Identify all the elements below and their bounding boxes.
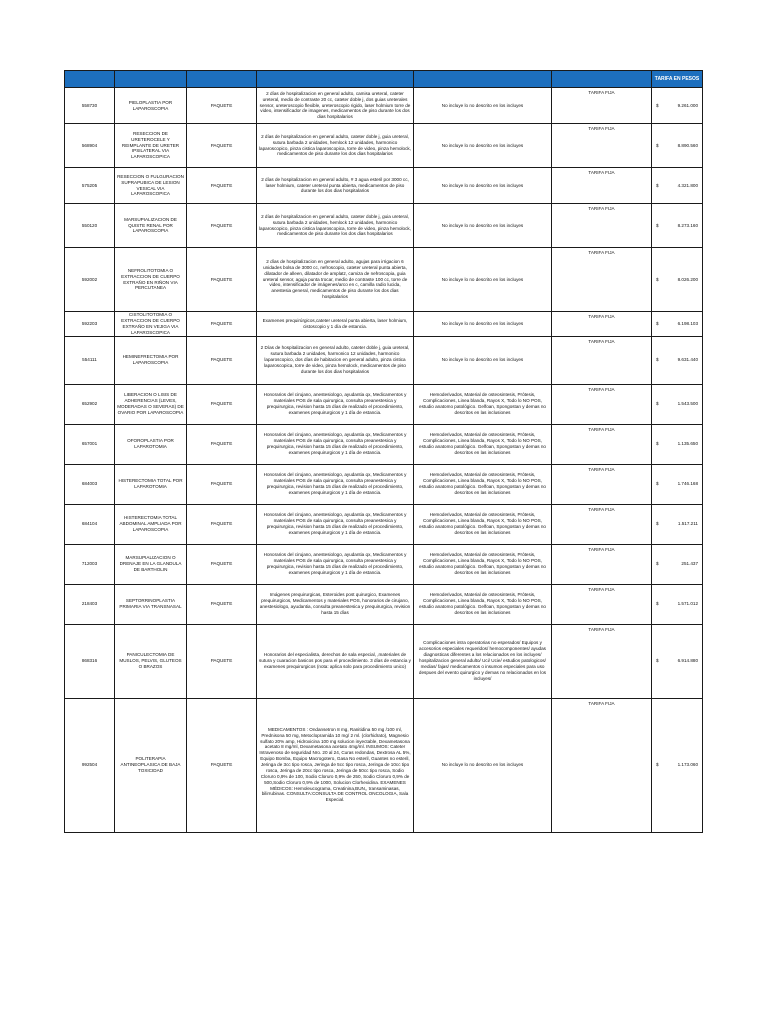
table-row: [65, 384, 703, 424]
amount-value: 1.571.012: [677, 601, 698, 607]
procedure-type: PAQUETE: [187, 88, 257, 124]
amount-cell: [652, 464, 703, 504]
amount-value: 1.135.650: [677, 441, 698, 447]
amount-cell: [652, 248, 703, 312]
amount-cell: [652, 624, 703, 698]
excludes-text: Hemoderivados, Material de osteosintesis, Prótesis, Complicaciones, Linea blanda, Rayos X, Todo lo NO POS, estudio anatomo patológico. Gelfoan, Spongostan y demas no descritos en las inclusiones: [414, 384, 552, 424]
currency-symbol: $: [656, 762, 659, 768]
procedure-name: SEPTORRINOPLASTIA PRIMARIA VIA TRANSNASAL: [115, 584, 187, 624]
procedure-code: 684003: [65, 464, 115, 504]
procedure-name: NEFROLITOTOMIA O EXTRACCION DE CUERPO EXTRAÑO EN RIÑON VIA PERCUTANEA: [115, 248, 187, 312]
amount-value: 251.437: [681, 561, 698, 567]
excludes-text: No incluye lo no descrito en los incluyes: [414, 248, 552, 312]
tariff-label: TARIFA FIJA: [552, 336, 652, 384]
table-row: [65, 698, 703, 832]
includes-text: Honorarios del cirujano, anestesiologo, ayudantia qx, Medicamentos y materiales POS de sala quirurgica, consulta preanestesica y prequirurgica, revision hasta 15 días de realizado el procedimiento, examenes prequirurgicos y 1 día de estancia.: [257, 424, 414, 464]
procedure-code: 652902: [65, 384, 115, 424]
amount-value: 6.914.880: [677, 658, 698, 664]
procedure-code: 657001: [65, 424, 115, 464]
currency-symbol: $: [656, 561, 659, 567]
procedure-name: PIELOPLASTIA POR LAPAROSCOPIA: [115, 88, 187, 124]
includes-text: Honorarios del cirujano, anestesiologo, ayudantia qx, Medicamentos y materiales POS de sala quirurgica, consulta preanestesica y prequirurgica, revision hasta 15 días de realizado el procedimiento, examenes prequirurgicos y 1 día de estancia.: [257, 544, 414, 584]
procedure-code: 868316: [65, 624, 115, 698]
procedure-code: 568904: [65, 124, 115, 168]
currency-symbol: $: [656, 102, 659, 108]
procedure-type: PAQUETE: [187, 124, 257, 168]
includes-text: 2 días de hospitalizacion en general adulto, camisa ureteral, cateter ureteral, medio de contraste 20 cc, cateter doble j, dos guias ureterales sensor, ureteroscopio flexible, ureteroscopio rigido, laser holmium torre de video, intensificador de imagenes, medicamentos de piso durante los dos dias hospitalarios: [257, 88, 414, 124]
header-type: [187, 71, 257, 88]
excludes-text: No incluye lo no descrito en los incluyes: [414, 168, 552, 204]
includes-text: Examenes prequirúrgicos,cateter ureteral punta abierta, laser holmium, cistoscopio y 1 día de estancia.: [257, 312, 414, 337]
excludes-text: Hemoderivados, Material de osteosintesis, Prótesis, Complicaciones, Linea blanda, Rayos X, Todo lo NO POS, estudio anatomo patológico. Gelfoan, Spongostan y demas no descritos en las inclusiones: [414, 504, 552, 544]
tariff-label: TARIFA FIJA: [552, 88, 652, 124]
tariff-label: TARIFA FIJA: [552, 312, 652, 337]
excludes-text: No incluye lo no descrito en los incluyes: [414, 698, 552, 832]
amount-cell: [652, 336, 703, 384]
table-row: [65, 584, 703, 624]
table-row: [65, 544, 703, 584]
procedure-name: CISTOLITOTOMIA O EXTRACCION DE CUERPO EXTRAÑO EN VEJIGA VIA LAPAROSCOPICA: [115, 312, 187, 337]
procedure-type: PAQUETE: [187, 204, 257, 248]
procedure-type: PAQUETE: [187, 384, 257, 424]
currency-symbol: $: [656, 222, 659, 228]
currency-symbol: $: [656, 276, 659, 282]
amount-cell: [652, 584, 703, 624]
currency-symbol: $: [656, 601, 659, 607]
tariff-label: TARIFA FIJA: [552, 584, 652, 624]
procedure-code: 218403: [65, 584, 115, 624]
amount-cell: [652, 312, 703, 337]
procedure-type: PAQUETE: [187, 336, 257, 384]
currency-symbol: $: [656, 658, 659, 664]
currency-symbol: $: [656, 320, 659, 326]
amount-value: 1.517.211: [677, 521, 698, 527]
amount-value: 1.746.168: [677, 481, 698, 487]
procedure-name: MARSUPIALIZACION O DRENAJE EN LA GLANDULA DE BARTHOLIN: [115, 544, 187, 584]
procedure-type: PAQUETE: [187, 544, 257, 584]
amount-value: 1.543.500: [677, 401, 698, 407]
includes-text: 2 Días de hospitalizacion en general adulto, cateter doble j, guia ureteral, sutura barbada 2 unidades, harmonico 12 unidades, harmonico laparoscopico, dos días de habitacion en general adulto, pinza cistica laparoscopica, torre de video, pinza hemolock, medicamentos de piso durante los dos dias hospitalarios: [257, 336, 414, 384]
header-excludes: [414, 71, 552, 88]
excludes-text: No incluye lo no descrito en los incluyes: [414, 88, 552, 124]
procedure-type: PAQUETE: [187, 424, 257, 464]
excludes-text: No incluye lo no descrito en los incluyes: [414, 124, 552, 168]
amount-value: 8.890.560: [677, 142, 698, 148]
amount-cell: [652, 168, 703, 204]
procedure-type: PAQUETE: [187, 584, 257, 624]
tariff-label: TARIFA FIJA: [552, 504, 652, 544]
amount-value: 4.321.800: [677, 182, 698, 188]
procedure-name: MARSUPIALIZACION DE QUISTE RENAL POR LAPAROSCOPIA: [115, 204, 187, 248]
currency-symbol: $: [656, 521, 659, 527]
header-amount: TARIFA EN PESOS: [652, 71, 703, 88]
amount-cell: [652, 504, 703, 544]
tariff-table: [64, 70, 703, 833]
currency-symbol: $: [656, 357, 659, 363]
amount-value: 8.026.200: [677, 276, 698, 282]
amount-cell: [652, 88, 703, 124]
header-code: [65, 71, 115, 88]
amount-value: 8.273.160: [677, 222, 698, 228]
procedure-name: HISTERECTOMIA TOTAL ABDOMINAL AMPLIADA POR LAPAROSCOPIA: [115, 504, 187, 544]
header-row: [65, 71, 703, 88]
procedure-name: HISTERECTOMIA TOTAL POR LAPAROTOMIA: [115, 464, 187, 504]
procedure-code: 592203: [65, 312, 115, 337]
procedure-type: PAQUETE: [187, 504, 257, 544]
amount-value: 9.631.440: [677, 357, 698, 363]
procedure-name: RESECCION O FULGURACION SUPRAPUBICA DE LESION VESICAL VIA LAPAROSCOPICA: [115, 168, 187, 204]
procedure-type: PAQUETE: [187, 168, 257, 204]
procedure-type: PAQUETE: [187, 248, 257, 312]
currency-symbol: $: [656, 142, 659, 148]
table-row: [65, 624, 703, 698]
table-row: [65, 248, 703, 312]
amount-value: 1.173.060: [677, 762, 698, 768]
tariff-label: TARIFA FIJA: [552, 168, 652, 204]
amount-cell: [652, 698, 703, 832]
amount-value: 6.198.103: [677, 320, 698, 326]
excludes-text: No incluye lo no descrito en los incluyes: [414, 312, 552, 337]
procedure-code: 712003: [65, 544, 115, 584]
table-row: [65, 312, 703, 337]
procedure-name: HEMINEFRECTOMIA POR LAPAROSCOPIA: [115, 336, 187, 384]
procedure-code: 550120: [65, 204, 115, 248]
procedure-code: 992504: [65, 698, 115, 832]
includes-text: Honorarios del cirujano, anestesiologo, ayudantia qx, Medicamentos y materiales POS de sala quirurgica, consulta preanestesica y prequirurgica, revision hasta 15 días de realizado el procedimiento, examenes prequirurgicos y 1 día de estancia.: [257, 384, 414, 424]
includes-text: Imágenes prequirurgicas, Esteroides post quirurgico, Examenes prequirurgicos, Medicamentos y materiales POS, honorarios de cirujano, anestesiologo, ayudantia, consulta preanestesica y prequirurgica, revision hasta 15 días: [257, 584, 414, 624]
currency-symbol: $: [656, 441, 659, 447]
tariff-label: TARIFA FIJA: [552, 464, 652, 504]
table-row: [65, 464, 703, 504]
tariff-label: TARIFA FIJA: [552, 624, 652, 698]
tariff-label: TARIFA FIJA: [552, 124, 652, 168]
procedure-type: PAQUETE: [187, 698, 257, 832]
procedure-name: OFOROPLASTIA POR LAPAROTOMIA: [115, 424, 187, 464]
includes-text: 2 días de hospitalizacion en general adulto, cateter doble j, guia ureteral, sutura barbada 2 unidades, hemlock 12 unidades, harmonico laparoscopico, pinza cistica laparoscopica, torre de video, pinza hemolock, medicamentos de piso durante los dos dias hospitalarios: [257, 204, 414, 248]
header-tariff: [552, 71, 652, 88]
currency-symbol: $: [656, 182, 659, 188]
table-row: [65, 336, 703, 384]
procedure-type: PAQUETE: [187, 312, 257, 337]
includes-text: 2 días de hospitalizacion en general adulto, # 3 agua esteril por 3000 cc, laser holmium, cateter ureteral punta abierta, medicamentos de piso durante los dos dias hospitalarios: [257, 168, 414, 204]
tariff-label: TARIFA FIJA: [552, 424, 652, 464]
table-row: [65, 204, 703, 248]
includes-text: 2 días de hospitalizacion en general adulto, agujas para irrigacion 6 unidades bolsa de 3000 cc, nefroscopio, cateter ureteral punta abierta, dilatador de alleen, dilatador de amplatz, camiza de nefroscopia, guia ureteral sensor, aguja punta trocar, medio de contraste 100 cc, torre de video, intensificador de imágenes/arco en c, camilla radio lucida, anestesia general, medicamentos de piso durante los dos dias hospitalarios: [257, 248, 414, 312]
tariff-label: TARIFA FIJA: [552, 204, 652, 248]
excludes-text: No incluye lo no descrito en los incluyes: [414, 204, 552, 248]
procedure-name: PANICULECTOMIA DE MUSLOS, PELVIS, GLUTEOS O BRAZOS: [115, 624, 187, 698]
table-row: [65, 168, 703, 204]
procedure-name: POLITERAPIA ANTINEOPLASICA DE BAJA TOXICIDAD: [115, 698, 187, 832]
tariff-label: TARIFA FIJA: [552, 248, 652, 312]
includes-text: MEDICAMENTOS : Ondansetron 8 mg, Ranitidina 50 mg /100 ml, Prednisona 50 mg, Metoclopramida 10 mg/ 2 ml. (clorhidrato), Magnesio sulfato 20% amp, Hidroxicina 100 mg solucion inyectable, Dexametasona acetato 8 mg/ml, Dexametasona acetato 4mg/ml. INSUMOS: Cateter Intravenoso de seguridad Nro. 20 al 24, Curas redondas, Dextrosa AL 5%, Equipo Bomba, Equipo Macrogotero, Gasa No esteril, Guantes no esteril, Jeringa de 3cc tipo rosca, Jeringa de 5cc tipo rosca, Jeringa de 10cc tipo rosca, Jeringa de 20cc tipo rosca, Jeringa de 50cc tipo rosca, Sodio Cloruro 0,9% de 100, Sodio Cloruro 0,9% de 250, Sodio Cloruro 0,9% de 500,Sodio Cloruro 0,9% de 1000, Solucion Clorhexidina. EXAMENES MÉDICOS: Hemoleucograma, Creatinina,BUN,, transaminasas, bilirrubinas. CONSULTA:CONSULTA DE CONTROL ONCOLOGIA, Sala Especial.: [257, 698, 414, 832]
table-row: [65, 504, 703, 544]
procedure-code: 592002: [65, 248, 115, 312]
amount-value: 9.261.000: [677, 102, 698, 108]
tariff-label: TARIFA FIJA: [552, 544, 652, 584]
excludes-text: Hemoderivados, Material de osteosintesis, Prótesis, Complicaciones, Linea blanda, Rayos X, Todo lo NO POS, estudio anatomo patológico. Gelfoan, Spongostan y demas no descritos en las inclusiones: [414, 544, 552, 584]
excludes-text: No incluye lo no descrito en los incluyes: [414, 336, 552, 384]
table-row: [65, 424, 703, 464]
excludes-text: Hemoderivados, Material de osteosintesis, Prótesis, Complicaciones, Linea blanda, Rayos X, Todo lo NO POS, estudio anatomo patológico. Gelfoan, Spongostan y demas no descritos en las inclusiones: [414, 464, 552, 504]
header-includes: [257, 71, 414, 88]
procedure-type: PAQUETE: [187, 624, 257, 698]
includes-text: Honorarios del especialista, derechos de sala especial, ,materiales de sutura y cuaracion basicos pos para el procedimiento. 3 días de estancia y examenes prequirurgicos (nota: aplica solo para procedimiento unico): [257, 624, 414, 698]
currency-symbol: $: [656, 401, 659, 407]
tariff-label: TARIFA FIJA: [552, 698, 652, 832]
procedure-code: 575205: [65, 168, 115, 204]
procedure-type: PAQUETE: [187, 464, 257, 504]
amount-cell: [652, 124, 703, 168]
header-procedure: [115, 71, 187, 88]
currency-symbol: $: [656, 481, 659, 487]
table-row: [65, 124, 703, 168]
excludes-text: Complicaciones intra operatorias no esperados/ Equipos y accesorios especiales requeridos/ hemocomponentes/ ayudas diagnosticas diferentes a los relacionados en los incluyes/ hospitalizacion general adulto/ Uci/ Ucie/ estudios patologicos/ medias/ fajas/ medicamentos o insumos especiales para uso despues del evento quirurgico y demas no relacionados en los incluyes/: [414, 624, 552, 698]
table-row: [65, 88, 703, 124]
procedure-code: 684104: [65, 504, 115, 544]
excludes-text: Hemoderivados, Material de osteosintesis, Prótesis, Complicaciones, Linea blanda, Rayos X, Todo lo NO POS, estudio anatomo patológico. Gelfoan, Spongostan y demas no descritos en las inclusiones: [414, 424, 552, 464]
amount-cell: [652, 544, 703, 584]
procedure-code: 558730: [65, 88, 115, 124]
procedure-code: 554111: [65, 336, 115, 384]
procedure-name: LIBERACION O LISIS DE ADHERENCIAS (LEVES, MODERADAS O SEVERAS) DE OVARIO POR LAPAROSCOPIA: [115, 384, 187, 424]
amount-cell: [652, 204, 703, 248]
includes-text: Honorarios del cirujano, anestesiologo, ayudantia qx, Medicamentos y materiales POS de sala quirurgica, consulta preanestesica y prequirurgica, revision hasta 15 días de realizado el procedimiento, examenes prequirurgicos y 1 día de estancia.: [257, 504, 414, 544]
amount-cell: [652, 384, 703, 424]
procedure-name: RESECCION DE URETEROCELE Y REIMPLANTE DE URETER IPSILATERAL VIA LAPAROSCOPICA: [115, 124, 187, 168]
tariff-label: TARIFA FIJA: [552, 384, 652, 424]
includes-text: 2 días de hospitalizacion en general adulto, cateter doble j, guia ureteral, sutura barbada 2 unidades, hemlock 12 unidades, harmonico laparoscopico, pinza cistica laparoscopica, torre de video, pinza hemolock, medicamentos de piso durante los dos dias hospitalarios: [257, 124, 414, 168]
excludes-text: Hemoderivados, Material de osteosintesis, Prótesis, Complicaciones, Linea blanda, Rayos X, Todo lo NO POS, estudio anatomo patológico. Gelfoan, Spongostan y demas no descritos en las inclusiones: [414, 584, 552, 624]
includes-text: Honorarios del cirujano, anestesiologo, ayudantia qx, Medicamentos y materiales POS de sala quirurgica, consulta preanestesica y prequirurgica, revision hasta 15 días de realizado el procedimiento, examenes prequirurgicos y 1 día de estancia.: [257, 464, 414, 504]
amount-cell: [652, 424, 703, 464]
